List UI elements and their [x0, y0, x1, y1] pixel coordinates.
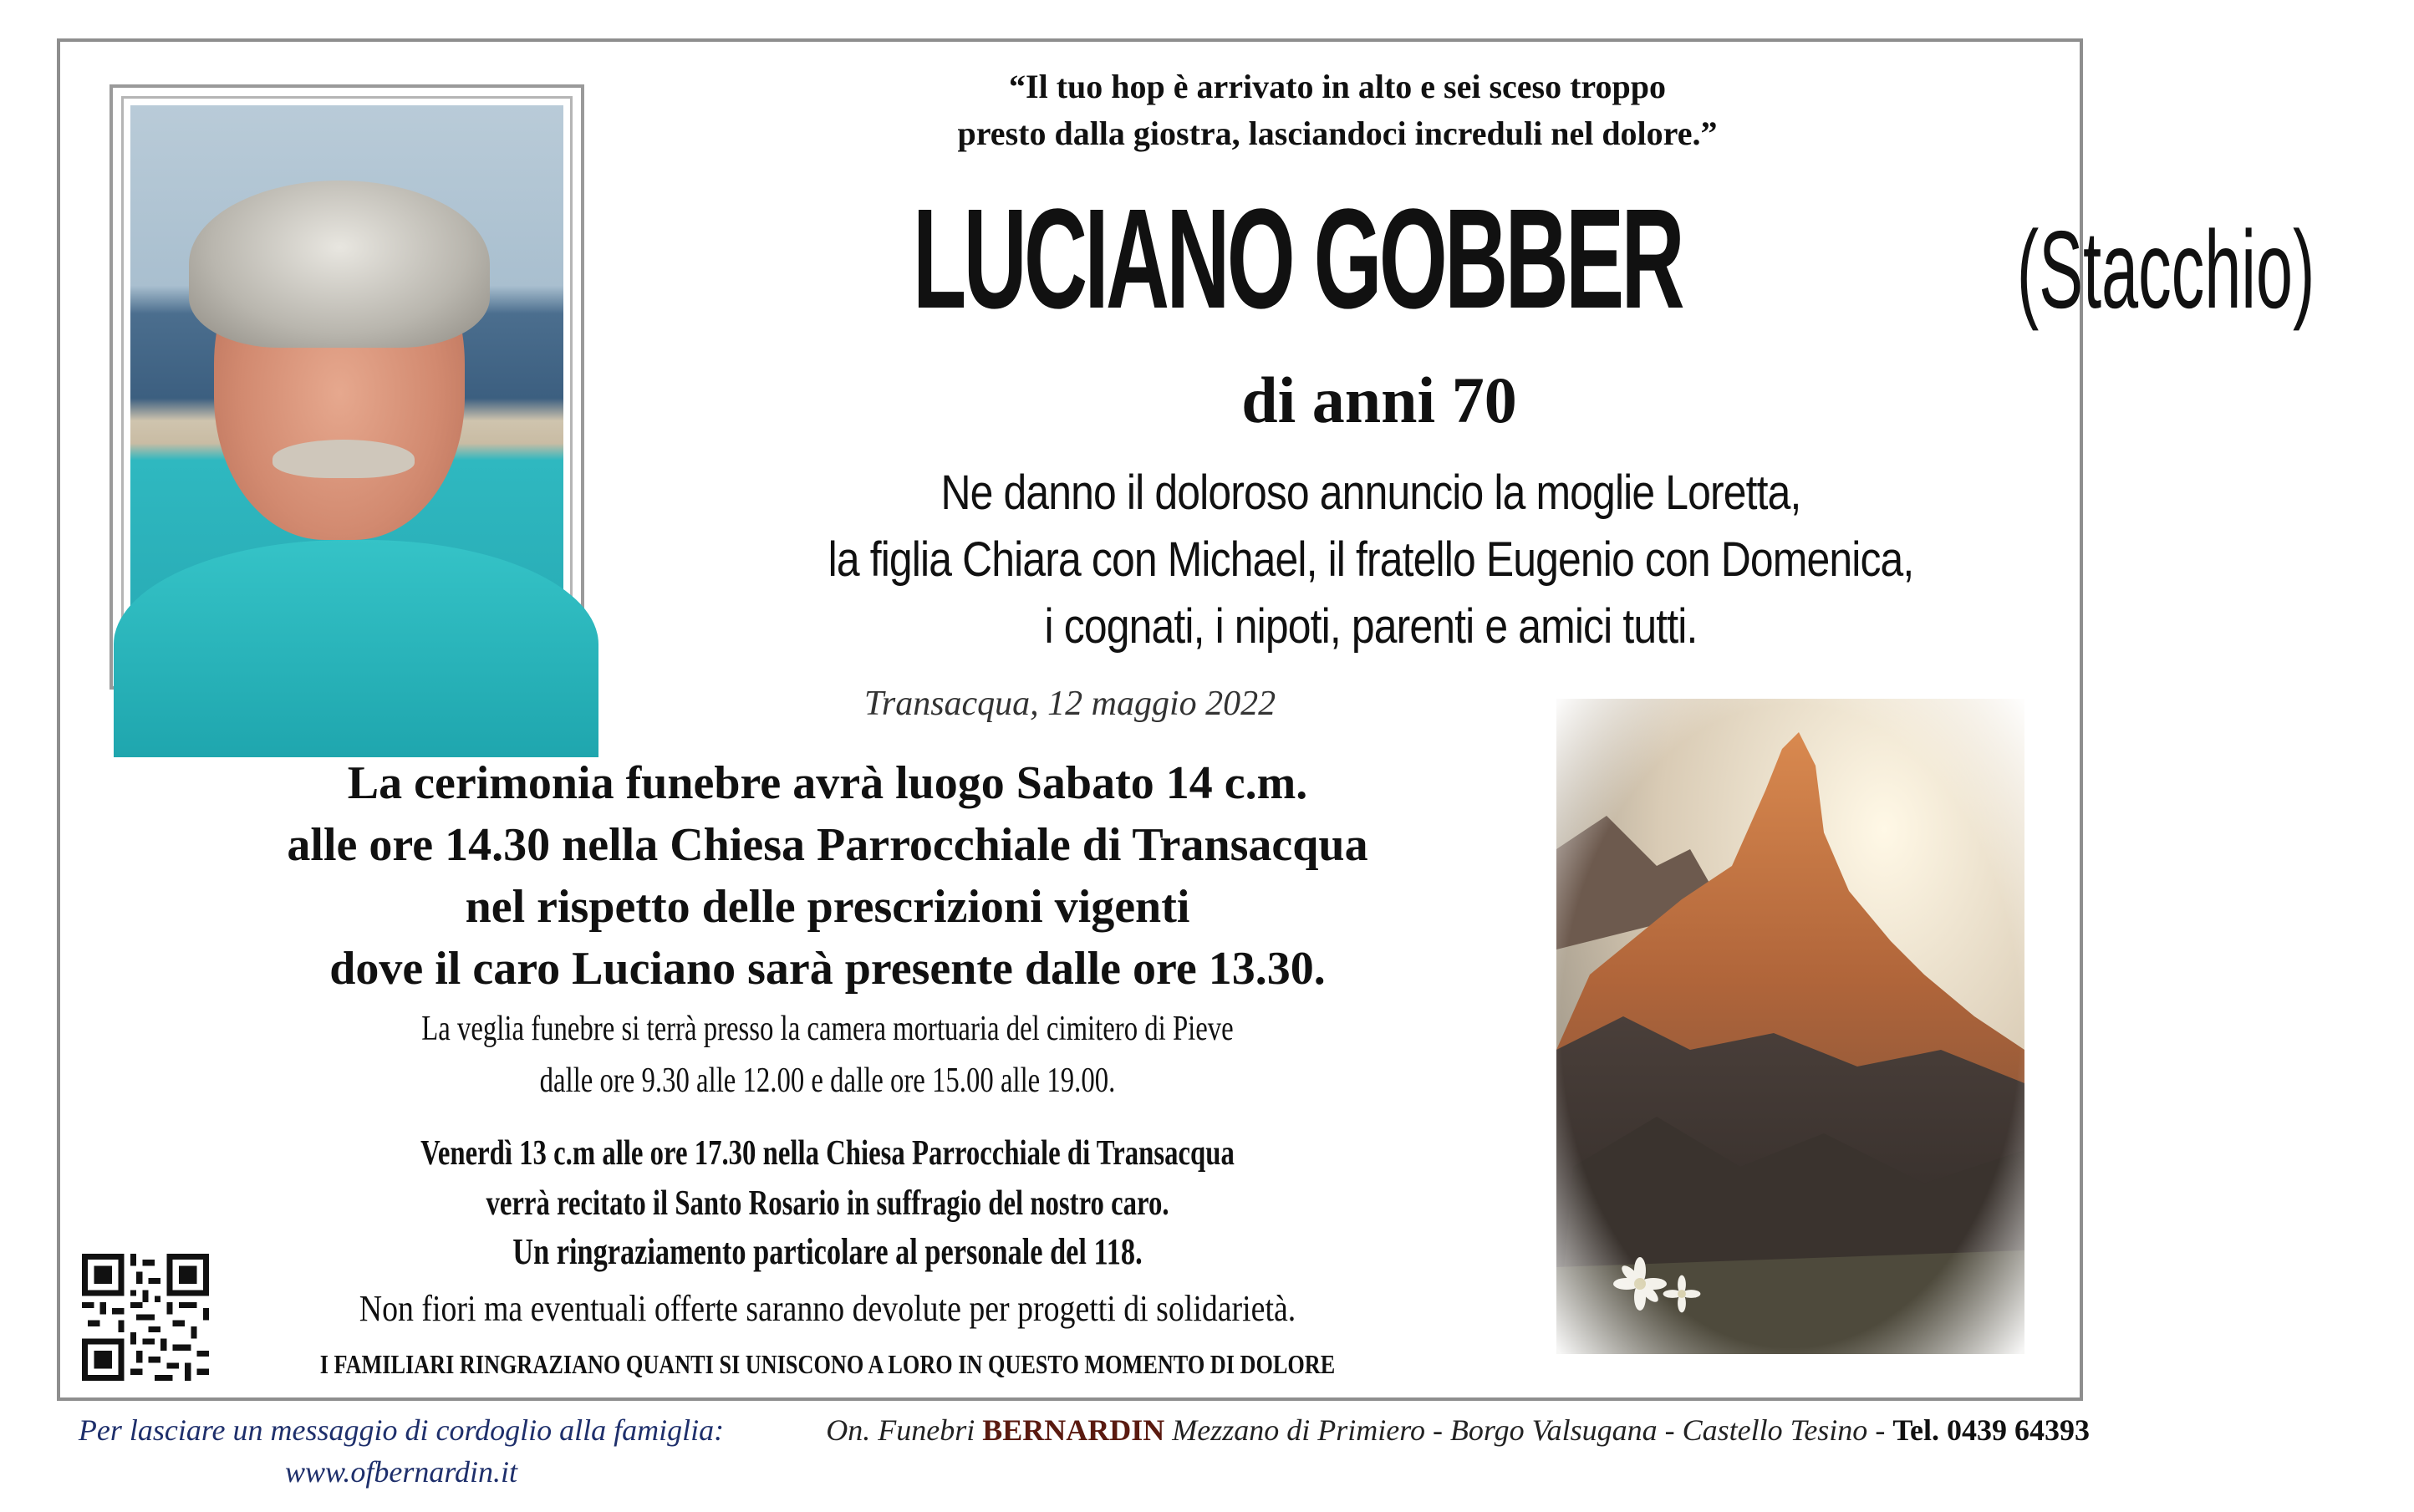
place-date: Transacqua, 12 maggio 2022: [863, 685, 1276, 723]
rosary-line: Venerdì 13 c.m alle ore 17.30 nella Chiesa Parrocchiale di Transacqua: [420, 1134, 1235, 1173]
memorial-quote: [752, 64, 1923, 157]
qr-code-icon[interactable]: [82, 1254, 209, 1381]
ceremony-line: nel rispetto delle prescrizioni vigenti: [465, 881, 1190, 933]
announcement-line: la figlia Chiara con Michael, il fratello Eugenio con Domenica,: [828, 532, 1914, 587]
ceremony-line: alle ore 14.30 nella Chiesa Parrocchiale di Transacqua: [287, 819, 1368, 871]
funeral-prefix: On. Funebri: [826, 1413, 975, 1447]
deceased-nickname: (Stacchio): [2016, 208, 2315, 331]
ceremony-line: La cerimonia funebre avrà luogo Sabato 14 c.m.: [347, 757, 1308, 809]
rosary-details: [217, 1128, 1438, 1229]
deceased-name-line: [677, 177, 2315, 341]
portrait-photo: [130, 105, 563, 669]
portrait-frame: [109, 84, 584, 690]
family-announcement: [702, 460, 2040, 660]
mountain-photo: [1556, 699, 2024, 1354]
ceremony-details: [167, 752, 1488, 1000]
quote-line-2: presto dalla giostra, lasciandoci increduli nel dolore.”: [957, 115, 1718, 152]
funeral-brand: BERNARDIN: [982, 1413, 1165, 1447]
rosary-line: verrà recitato il Santo Rosario in suffragio del nostro caro.: [486, 1184, 1169, 1223]
wake-details: [217, 1003, 1438, 1107]
condolence-link[interactable]: www.ofbernardin.it: [284, 1455, 518, 1489]
funeral-locations: Mezzano di Primiero - Borgo Valsugana - Castello Tesino: [1172, 1413, 1868, 1447]
ceremony-line: dove il caro Luciano sarà presente dalle ore 13.30.: [329, 943, 1326, 995]
deceased-age: di anni 70: [1241, 364, 1517, 436]
wake-line: dalle ore 9.30 alle 12.00 e dalle ore 15.00 alle 19.00.: [539, 1061, 1116, 1100]
announcement-line: i cognati, i nipoti, parenti e amici tutti.: [1044, 599, 1698, 654]
thanks-118: Un ringraziamento particolare al personale del 118.: [512, 1231, 1143, 1272]
funeral-home-info: [769, 1413, 2090, 1448]
wake-line: La veglia funebre si terrà presso la camera mortuaria del cimitero di Pieve: [421, 1010, 1234, 1048]
condolence-message: [67, 1409, 736, 1493]
quote-line-1: “Il tuo hop è arrivato in alto e sei sceso troppo: [1009, 68, 1666, 105]
announcement-line: Ne danno il doloroso annuncio la moglie Loretta,: [940, 466, 1801, 520]
no-flowers-note: Non fiori ma eventuali offerte saranno devolute per progetti di solidarietà.: [359, 1288, 1296, 1329]
funeral-phone[interactable]: Tel. 0439 64393: [1892, 1413, 2090, 1447]
condolence-text: Per lasciare un messaggio di cordoglio alla famiglia:: [78, 1413, 725, 1447]
family-thanks: I FAMILIARI RINGRAZIANO QUANTI SI UNISCONO A LORO IN QUESTO MOMENTO DI DOLORE: [319, 1349, 1336, 1379]
deceased-name: LUCIANO GOBBER: [912, 180, 1682, 339]
footer-separator: -: [1867, 1413, 1893, 1447]
